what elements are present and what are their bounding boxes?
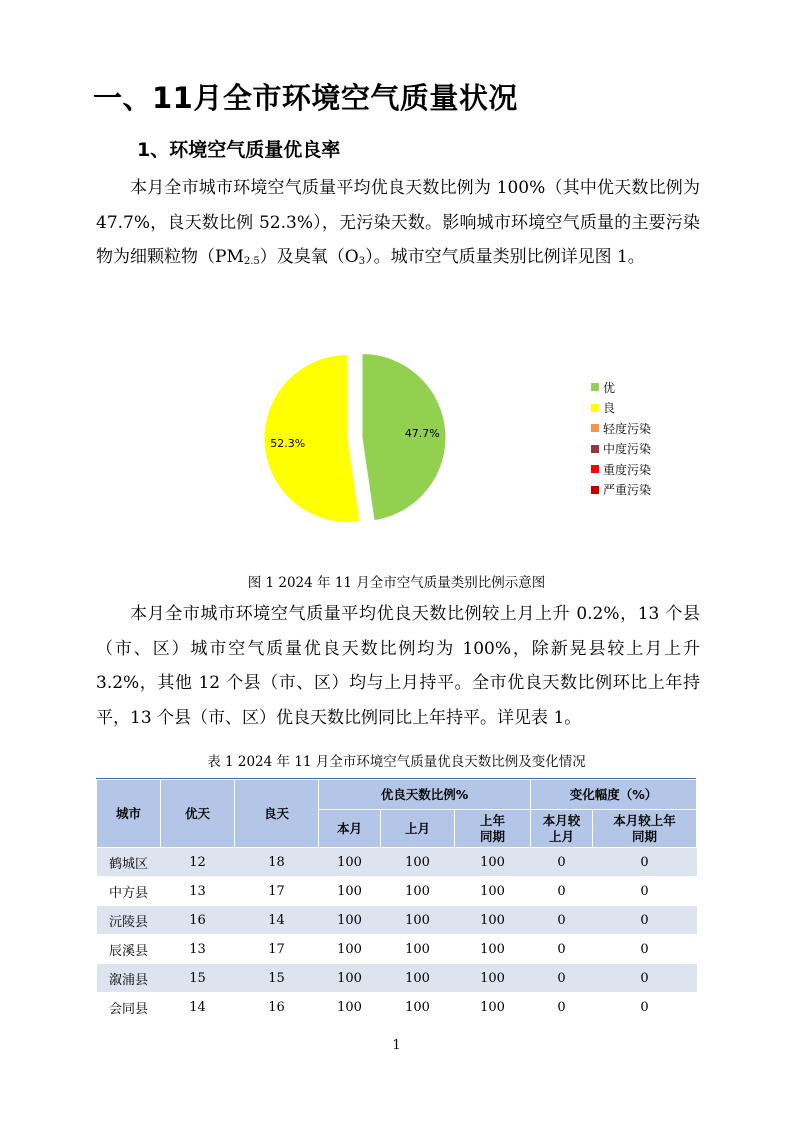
value-cell: 100 xyxy=(319,993,381,1022)
legend-item xyxy=(591,439,651,460)
value-cell: 100 xyxy=(455,993,531,1022)
header-this-month: 本月 xyxy=(319,810,381,848)
value-cell: 14 xyxy=(235,906,319,935)
city-cell: 会同县 xyxy=(97,993,161,1022)
value-cell: 0 xyxy=(531,935,593,964)
value-cell: 100 xyxy=(455,848,531,877)
legend-swatch xyxy=(591,383,599,391)
table-row xyxy=(97,993,697,1022)
value-cell: 100 xyxy=(381,993,455,1022)
header-excellent-days: 优天 xyxy=(161,780,235,848)
header-last-year: 上年 同期 xyxy=(455,810,531,848)
value-cell: 100 xyxy=(319,964,381,993)
value-cell: 0 xyxy=(531,993,593,1022)
value-cell: 0 xyxy=(531,877,593,906)
value-cell: 100 xyxy=(455,906,531,935)
value-cell: 100 xyxy=(455,964,531,993)
value-cell: 0 xyxy=(593,935,697,964)
value-cell: 100 xyxy=(319,848,381,877)
value-cell: 17 xyxy=(235,877,319,906)
table-caption: 表 1 2024 年 11 月全市环境空气质量优良天数比例及变化情况 xyxy=(207,754,586,770)
table-row xyxy=(97,848,697,877)
city-cell: 沅陵县 xyxy=(97,906,161,935)
value-cell: 0 xyxy=(531,906,593,935)
chart-legend xyxy=(591,377,651,500)
header-vs-last-year: 本月较上年 同期 xyxy=(593,810,697,848)
value-cell: 100 xyxy=(319,935,381,964)
legend-item xyxy=(591,480,651,501)
legend-swatch xyxy=(591,465,599,473)
table-row xyxy=(97,935,697,964)
value-cell: 13 xyxy=(161,935,235,964)
paragraph-summary: 本月全市城市环境空气质量平均优良天数比例为 100%（其中优天数比例为 47.7%，良天数比例 52.3%），无污染天数。影响城市环境空气质量的主要污染物为细颗粒物$(PM_{2.5})$及臭氧$(O_3)$。城市空气质量类别比例详见图 1。 xyxy=(96,178,700,267)
value-cell: 0 xyxy=(531,964,593,993)
value-cell: 100 xyxy=(319,906,381,935)
header-vs-last-month: 本月较 上月 xyxy=(531,810,593,848)
value-cell: 100 xyxy=(381,964,455,993)
value-cell: 16 xyxy=(161,906,235,935)
header-change-group: 变化幅度（%） xyxy=(531,780,697,810)
value-cell: 14 xyxy=(161,993,235,1022)
paragraph-comparison: 本月全市城市环境空气质量平均优良天数比例较上月上升 0.2%，13 个县（市、区）城市空气质量优良天数比例均为 100%，除新晃县较上月上升 3.2%，其他 12 个县（市、区）均与上月持平。全市优良天数比例环比上年持平，13 个县（市、区）优良天数比例同比上年持平。详见表 1。 xyxy=(96,604,700,728)
header-city: 城市 xyxy=(97,780,161,848)
value-cell: 0 xyxy=(593,848,697,877)
legend-item xyxy=(591,418,651,439)
value-cell: 15 xyxy=(235,964,319,993)
legend-swatch xyxy=(591,424,599,432)
legend-swatch xyxy=(591,486,599,494)
table-body xyxy=(97,848,697,1022)
section-heading: 一、11月全市环境空气质量状况 xyxy=(93,81,518,115)
value-cell: 100 xyxy=(381,935,455,964)
legend-item xyxy=(591,459,651,480)
value-cell: 100 xyxy=(455,877,531,906)
legend-label: 良 xyxy=(603,401,616,416)
value-cell: 100 xyxy=(381,877,455,906)
legend-label: 优 xyxy=(603,380,616,395)
value-cell: 100 xyxy=(381,906,455,935)
header-ratio-group: 优良天数比例% xyxy=(319,780,531,810)
city-cell: 辰溪县 xyxy=(97,935,161,964)
value-cell: 15 xyxy=(161,964,235,993)
value-cell: 0 xyxy=(593,964,697,993)
value-cell: 17 xyxy=(235,935,319,964)
value-cell: 16 xyxy=(235,993,319,1022)
value-cell: 18 xyxy=(235,848,319,877)
city-cell: 中方县 xyxy=(97,877,161,906)
legend-item xyxy=(591,377,651,398)
table-row xyxy=(97,877,697,906)
header-good-days: 良天 xyxy=(235,780,319,848)
legend-swatch xyxy=(591,404,599,412)
subsection-heading: 1、环境空气质量优良率 xyxy=(137,139,341,161)
legend-item xyxy=(591,398,651,419)
city-cell: 鹤城区 xyxy=(97,848,161,877)
page-number: 1 xyxy=(392,1038,401,1053)
legend-label: 中度污染 xyxy=(603,442,652,457)
table-row xyxy=(97,906,697,935)
value-cell: 0 xyxy=(593,877,697,906)
value-cell: 0 xyxy=(593,993,697,1022)
pie-data-label: 47.7% xyxy=(404,427,440,441)
value-cell: 13 xyxy=(161,877,235,906)
value-cell: 100 xyxy=(381,848,455,877)
table-row xyxy=(97,964,697,993)
air-quality-table xyxy=(96,779,697,1022)
header-last-month: 上月 xyxy=(381,810,455,848)
value-cell: 0 xyxy=(531,848,593,877)
legend-label: 严重污染 xyxy=(603,483,652,498)
pie-data-label: 52.3% xyxy=(270,436,306,450)
legend-label: 重度污染 xyxy=(603,462,652,477)
pie-chart xyxy=(250,345,470,535)
legend-swatch xyxy=(591,445,599,453)
legend-label: 轻度污染 xyxy=(603,421,652,436)
figure-caption: 图 1 2024 年 11 月全市空气质量类别比例示意图 xyxy=(247,575,546,591)
value-cell: 100 xyxy=(319,877,381,906)
city-cell: 溆浦县 xyxy=(97,964,161,993)
value-cell: 12 xyxy=(161,848,235,877)
value-cell: 0 xyxy=(593,906,697,935)
value-cell: 100 xyxy=(455,935,531,964)
